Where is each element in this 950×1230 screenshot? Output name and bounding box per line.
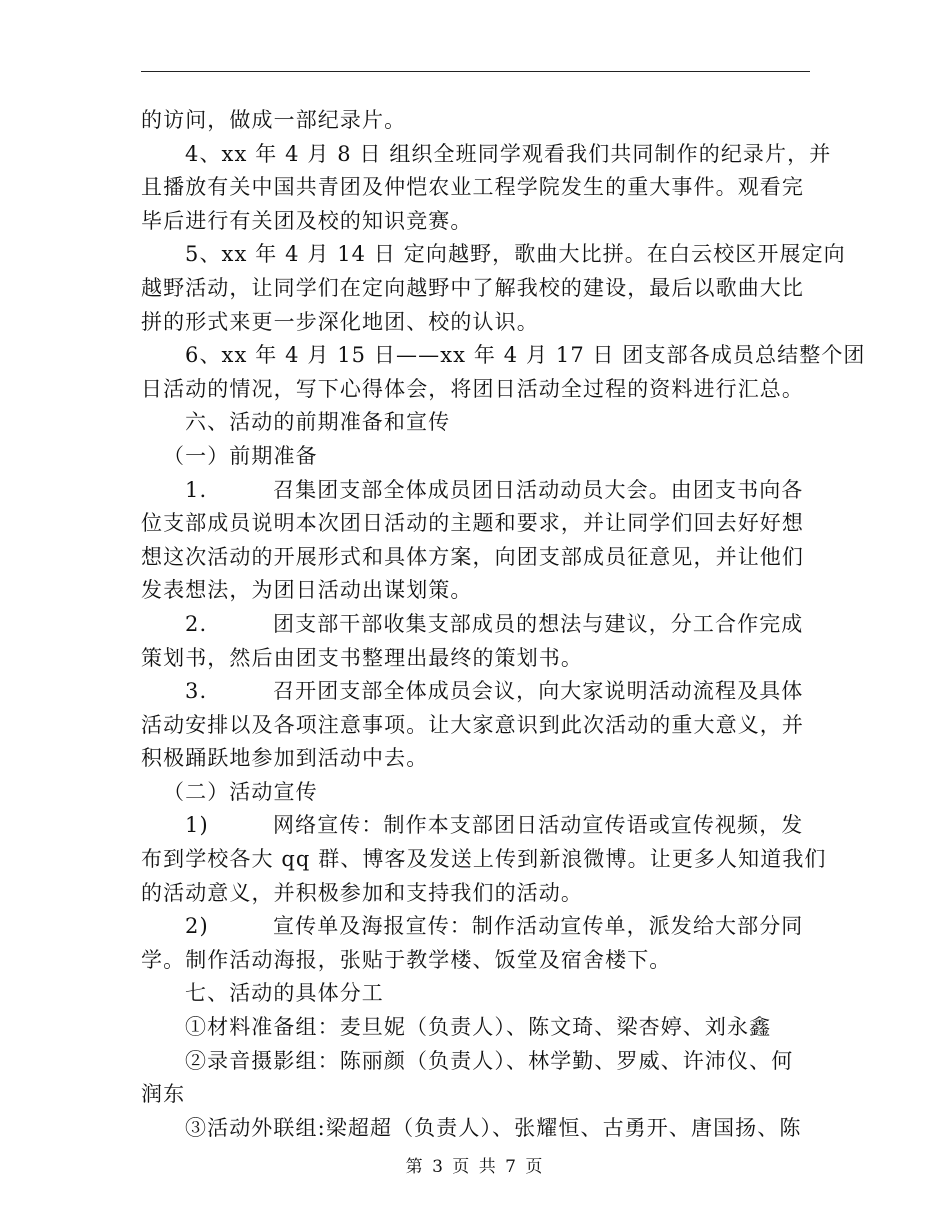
text-line: 位支部成员说明本次团日活动的主题和要求，并让同学们回去好好想 [141,511,804,536]
page-footer: 第 3 页 共 7 页 [405,1157,545,1177]
text-line: ②录音摄影组：陈丽颜（负责人）、林学勤、罗威、许沛仪、何 [185,1048,794,1073]
document-body [141,104,866,1145]
item-number: 3. [185,679,208,704]
text-line: 布到学校各大 qq 群、博客及发送上传到新浪微博。让更多人知道我们 [141,847,827,872]
section-heading: 七、活动的具体分工 [185,981,384,1006]
text-line: 策划书，然后由团支书整理出最终的策划书。 [141,645,583,670]
item-number: 2. [185,611,208,636]
text-line: ①材料准备组：麦旦妮（负责人）、陈文琦、梁杏婷、刘永鑫 [185,1015,772,1040]
item-text: 召开团支部全体成员会议，向大家说明活动流程及具体 [273,679,804,704]
text-line: 5、xx 年 4 月 14 日 定向越野，歌曲大比拼。在白云校区开展定向 [185,242,846,267]
item-text: 宣传单及海报宣传：制作活动宣传单，派发给大部分同 [273,914,804,939]
numbered-item [141,809,810,843]
text-line: 积极踊跃地参加到活动中去。 [141,746,429,771]
text-line: 润东 [141,1082,186,1107]
text-line: 发表想法，为团日活动出谋划策。 [141,578,473,603]
item-number: 1. [185,477,208,502]
text-line: 6、xx 年 4 月 15 日——xx 年 4 月 17 日 团支部各成员总结整个团 [185,343,866,368]
text-line: 的访问，做成一部纪录片。 [141,108,407,132]
text-line: 拼的形式来更一步深化地团、校的认识。 [141,309,539,334]
numbered-item [141,675,810,709]
section-heading: 六、活动的前期准备和宣传 [185,410,451,435]
text-line: 且播放有关中国共青团及仲恺农业工程学院发生的重大事件。观看完 [141,175,804,200]
item-text: 网络宣传：制作本支部团日活动宣传语或宣传视频，发 [273,813,804,838]
subsection-heading: （一）前期准备 [163,443,318,468]
header-rule [141,71,810,72]
text-line: ③活动外联组:梁超超（负责人）、张耀恒、古勇开、唐国扬、陈 [185,1115,802,1140]
item-number: 1) [185,813,209,838]
text-line: 活动安排以及各项注意事项。让大家意识到此次活动的重大意义，并 [141,712,804,737]
text-line: 想这次活动的开展形式和具体方案，向团支部成员征意见，并让他们 [141,544,804,569]
numbered-item [141,608,810,642]
subsection-heading: （二）活动宣传 [163,779,318,804]
text-line: 学。制作活动海报，张贴于教学楼、饭堂及宿舍楼下。 [141,947,672,972]
text-line: 毕后进行有关团及校的知识竞赛。 [141,208,473,233]
item-text: 团支部干部收集支部成员的想法与建议，分工合作完成 [273,611,804,636]
numbered-item [141,474,810,508]
item-text: 召集团支部全体成员团日活动动员大会。由团支书向各 [273,477,804,502]
text-line: 的活动意义，并积极参加和支持我们的活动。 [141,880,583,905]
text-line: 日活动的情况，写下心得体会，将团日活动全过程的资料进行汇总。 [141,376,804,401]
text-line: 越野活动，让同学们在定向越野中了解我校的建设，最后以歌曲大比 [141,275,804,300]
numbered-item [141,910,810,944]
text-line: 4、xx 年 4 月 8 日 组织全班同学观看我们共同制作的纪录片，并 [185,141,832,166]
item-number: 2) [185,914,209,939]
